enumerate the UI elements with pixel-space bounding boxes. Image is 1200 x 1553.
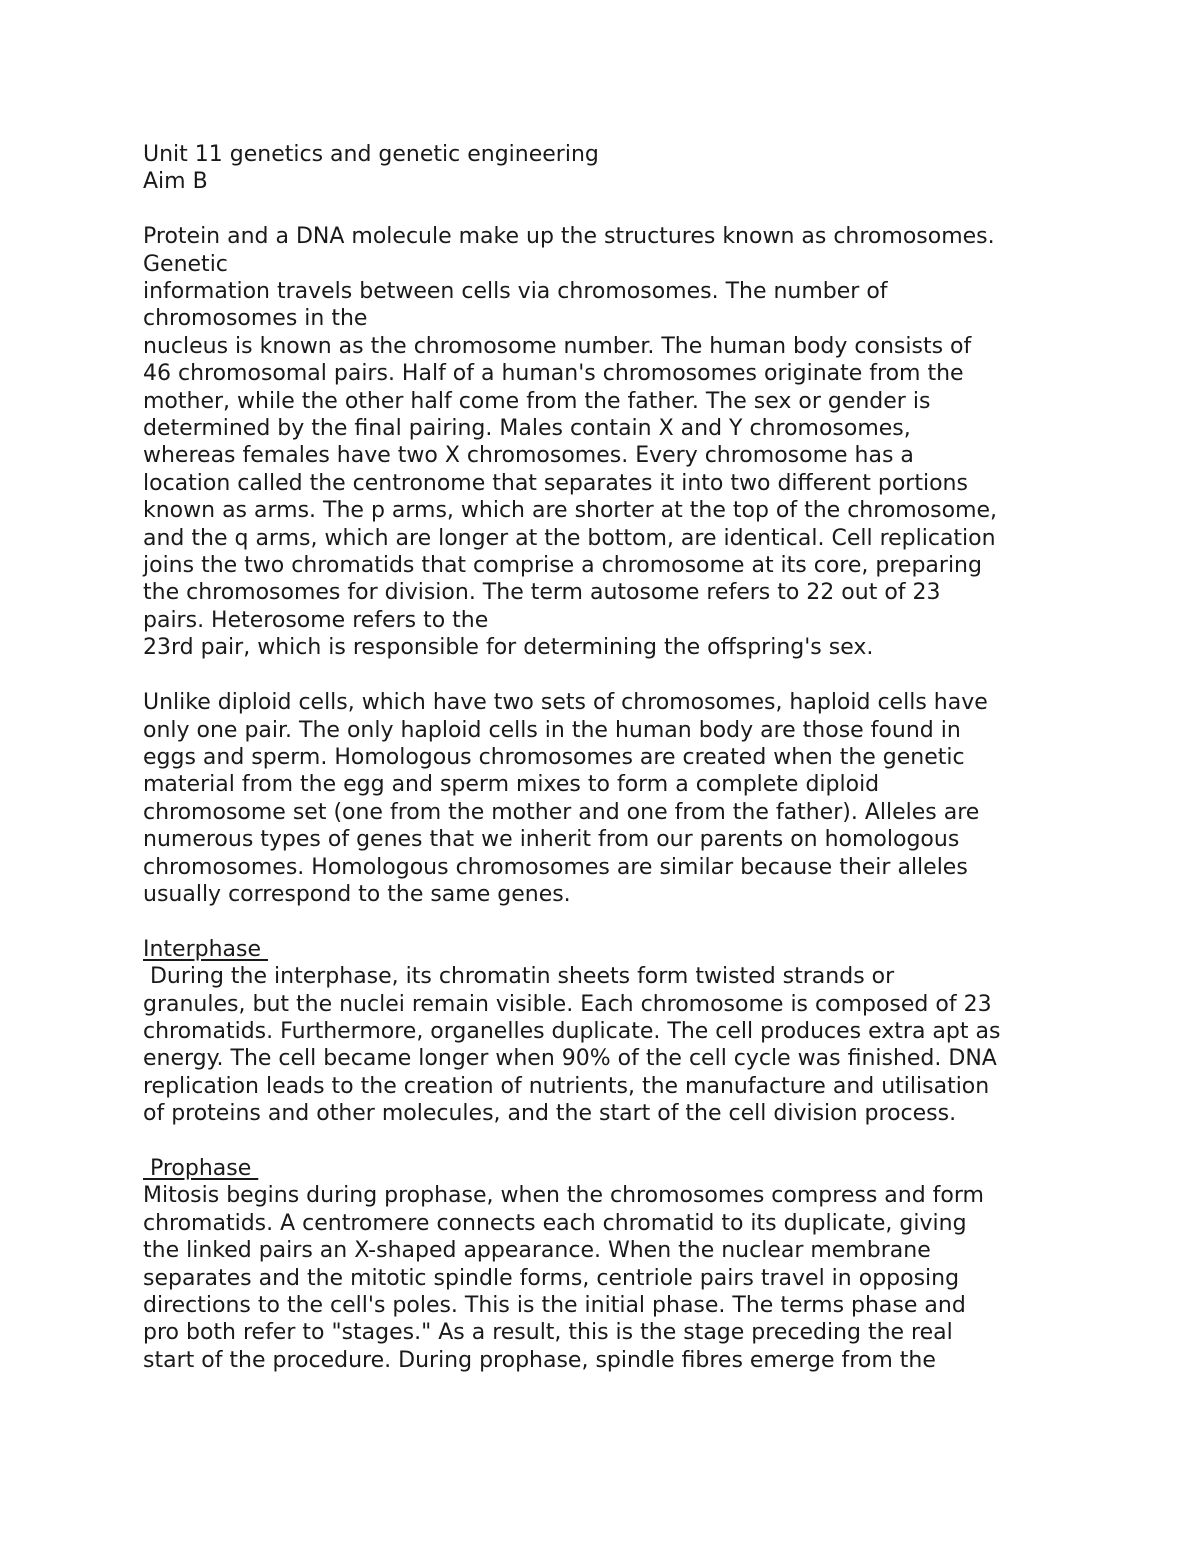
text-line: chromosomes in the (143, 306, 368, 332)
text-line: mother, while the other half come from the father. The sex or gender is (143, 388, 931, 414)
text-line: 23rd pair, which is responsible for determining the offspring's sex. (143, 635, 874, 661)
text-line: whereas females have two X chromosomes. Every chromosome has a (143, 443, 914, 469)
text-line: numerous types of genes that we inherit from our parents on homologous (143, 827, 960, 853)
document-title: Unit 11 genetics and genetic engineering (143, 142, 599, 167)
text-line: 46 chromosomal pairs. Half of a human's chromosomes originate from the (143, 361, 964, 387)
text-line: and the q arms, which are longer at the bottom, are identical. Cell replication (143, 525, 996, 551)
text-line: information travels between cells via chromosomes. The number of (143, 279, 888, 305)
text-line: Protein and a DNA molecule make up the structures known as chromosomes. (143, 224, 995, 250)
paragraph-haploid-diploid (143, 689, 1083, 908)
text-line: material from the egg and sperm mixes to form a complete diploid (143, 772, 880, 798)
text-line: the chromosomes for division. The term autosome refers to 22 out of 23 (143, 580, 941, 606)
text-line: energy. The cell became longer when 90% of the cell cycle was finished. DNA (143, 1046, 997, 1072)
blank-line (143, 908, 1083, 935)
text-line: replication leads to the creation of nutrients, the manufacture and utilisation (143, 1073, 990, 1099)
blank-line (143, 196, 1083, 223)
document-subtitle: Aim B (143, 169, 208, 195)
text-line: granules, but the nuclei remain visible. Each chromosome is composed of 23 (143, 991, 992, 1017)
paragraph-interphase (143, 963, 1083, 1127)
text-line: directions to the cell's poles. This is the initial phase. The terms phase and (143, 1293, 966, 1318)
heading-prophase: Prophase (143, 1155, 259, 1181)
text-line: of proteins and other molecules, and the start of the cell division process. (143, 1101, 957, 1127)
text-line: only one pair. The only haploid cells in the human body are those found in (143, 717, 961, 743)
document-body (143, 141, 1083, 1374)
text-line: chromosomes. Homologous chromosomes are similar because their alleles (143, 854, 968, 880)
blank-line (143, 662, 1083, 689)
text-line: known as arms. The p arms, which are shorter at the top of the chromosome, (143, 498, 998, 524)
paragraph-prophase (143, 1182, 1083, 1374)
text-line: usually correspond to the same genes. (143, 881, 571, 907)
text-line: start of the procedure. During prophase, spindle fibres emerge from the (143, 1347, 936, 1373)
blank-line (143, 1128, 1083, 1155)
text-line: determined by the final pairing. Males contain X and Y chromosomes, (143, 416, 911, 442)
paragraph-chromosomes (143, 223, 1083, 662)
text-line: During the interphase, its chromatin sheets form twisted strands or (143, 964, 895, 990)
text-line: pairs. Heterosome refers to the (143, 607, 489, 633)
text-line: chromosome set (one from the mother and one from the father). Alleles are (143, 799, 980, 825)
text-line: eggs and sperm. Homologous chromosomes are created when the genetic (143, 744, 965, 770)
text-line: location called the centronome that separates it into two different portions (143, 470, 968, 496)
text-line: nucleus is known as the chromosome number. The human body consists of (143, 333, 972, 359)
text-line: pro both refer to "stages." As a result, this is the stage preceding the real (143, 1320, 953, 1346)
text-line: Mitosis begins during prophase, when the chromosomes compress and form (143, 1183, 984, 1209)
text-line: Genetic (143, 251, 228, 277)
text-line: chromatids. A centromere connects each chromatid to its duplicate, giving (143, 1210, 967, 1236)
text-line: the linked pairs an X-shaped appearance. When the nuclear membrane (143, 1238, 931, 1264)
text-line: chromatids. Furthermore, organelles duplicate. The cell produces extra apt as (143, 1018, 1001, 1044)
heading-interphase: Interphase (143, 936, 269, 962)
text-line: joins the two chromatids that comprise a chromosome at its core, preparing (143, 553, 982, 579)
text-line: Unlike diploid cells, which have two sets of chromosomes, haploid cells have (143, 690, 988, 716)
text-line: separates and the mitotic spindle forms, centriole pairs travel in opposing (143, 1265, 960, 1291)
